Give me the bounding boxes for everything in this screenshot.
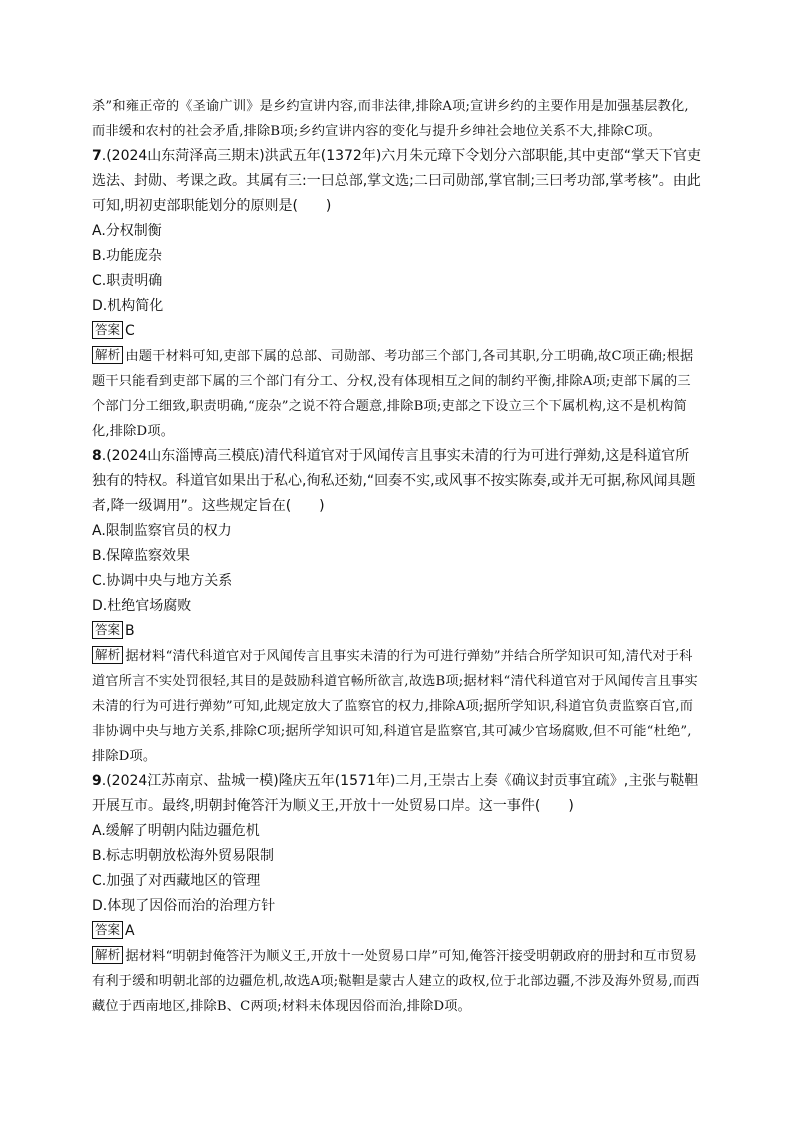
question-8-analysis — [92, 644, 702, 769]
question-7-option-d: D.机构简化 — [92, 298, 164, 314]
question-7-number: 7 — [92, 148, 102, 164]
document-page — [92, 94, 702, 1019]
question-7-text: .(2024山东菏泽高三期末)洪武五年(1372年)六月朱元璋下令划分六部职能,其中吏部“掌天下官吏选法、封勋、考课之政。其属有三:一曰总部,掌文选;二曰司勋部,掌官制;三曰考功部,掌考核”。由此可知,明初吏部职能划分的原则是( ) — [92, 148, 702, 214]
question-9-option-d: D.体现了因俗而治的治理方针 — [92, 898, 276, 914]
analysis-label: 解析 — [92, 946, 123, 964]
question-7-stem — [92, 144, 702, 219]
question-8-option-d: D.杜绝官场腐败 — [92, 598, 192, 614]
question-9-answer-value: A — [125, 923, 135, 939]
question-9-option-a: A.缓解了明朝内陆边疆危机 — [92, 823, 260, 839]
question-8-answer — [92, 619, 702, 644]
answer-label: 答案 — [92, 921, 123, 939]
question-8-option-b: B.保障监察效果 — [92, 548, 191, 564]
question-9-text: .(2024江苏南京、盐城一模)隆庆五年(1571年)二月,王崇古上奏《确议封贡事宜疏》,主张与鞑靼开展互市。最终,明朝封俺答汗为顺义王,开放十一处贸易口岸。这一事件( ) — [92, 773, 699, 814]
question-7 — [92, 144, 702, 444]
answer-label: 答案 — [92, 321, 123, 339]
question-8-stem — [92, 444, 702, 519]
question-8-number: 8 — [92, 448, 102, 464]
carry-over-explanation: 杀”和雍正帝的《圣谕广训》是乡约宣讲内容,而非法律,排除A项;宣讲乡约的主要作用是加强基层教化,而非缓和农村的社会矛盾,排除B项;乡约宣讲内容的变化与提升乡绅社会地位关系不大,排除C项。 — [92, 99, 689, 139]
question-8-answer-value: B — [125, 623, 135, 639]
question-7-option-a: A.分权制衡 — [92, 223, 162, 239]
question-9-option-c: C.加强了对西藏地区的管理 — [92, 873, 261, 889]
question-9-analysis-text: 据材料“明朝封俺答汗为顺义王,开放十一处贸易口岸”可知,俺答汗接受明朝政府的册封和互市贸易有利于缓和明朝北部的边疆危机,故选A项;鞑靼是蒙古人建立的政权,位于北部边疆,不涉及海外贸易,而西藏位于西南地区,排除B、C两项;材料未体现因俗而治,排除D项。 — [92, 949, 700, 1014]
analysis-label: 解析 — [92, 346, 123, 364]
question-8-option-c: C.协调中央与地方关系 — [92, 573, 233, 589]
question-7-option-c: C.职责明确 — [92, 273, 163, 289]
question-9-answer — [92, 919, 702, 944]
question-7-answer-value: C — [125, 323, 135, 339]
question-8 — [92, 444, 702, 769]
question-9-stem — [92, 769, 702, 819]
question-9-number: 9 — [92, 773, 102, 789]
analysis-label: 解析 — [92, 646, 123, 664]
question-9 — [92, 769, 702, 1019]
question-7-analysis — [92, 344, 702, 444]
question-9-analysis — [92, 944, 702, 1019]
question-7-option-b: B.功能庞杂 — [92, 248, 163, 264]
question-8-text: .(2024山东淄博高三模底)清代科道官对于风闻传言且事实未清的行为可进行弹劾,这是科道官所独有的特权。科道官如果出于私心,徇私还劾,“回奏不实,或风事不按实陈奏,或并无可据,称风闻具题者,降一级调用”。这些规定旨在( ) — [92, 448, 696, 514]
question-7-answer — [92, 319, 702, 344]
question-8-option-a: A.限制监察官员的权力 — [92, 523, 232, 539]
question-7-analysis-text: 由题干材料可知,吏部下属的总部、司勋部、考功部三个部门,各司其职,分工明确,故C项正确;根据题干只能看到吏部下属的三个部门有分工、分权,没有体现相互之间的制约平衡,排除A项;吏部下属的三个部门分工细致,职责明确,“庞杂”之说不符合题意,排除B项;吏部之下设立三个下属机构,这不是机构简化,排除D项。 — [92, 349, 694, 439]
answer-label: 答案 — [92, 621, 123, 639]
question-8-analysis-text: 据材料“清代科道官对于风闻传言且事实未清的行为可进行弹劾”并结合所学知识可知,清代对于科道官所言不实处罚很轻,其目的是鼓励科道官畅所欲言,故选B项;据材料“清代科道官对于风闻传言且事实未清的行为可进行弹劾”可知,此规定放大了监察官的权力,排除A项;据所学知识,科道官负责监察百官,而非协调中央与地方关系,排除C项;据所学知识可知,科道官是监察官,其可减少官场腐败,但不可能“杜绝”,排除D项。 — [92, 649, 698, 764]
question-9-option-b: B.标志明朝放松海外贸易限制 — [92, 848, 275, 864]
